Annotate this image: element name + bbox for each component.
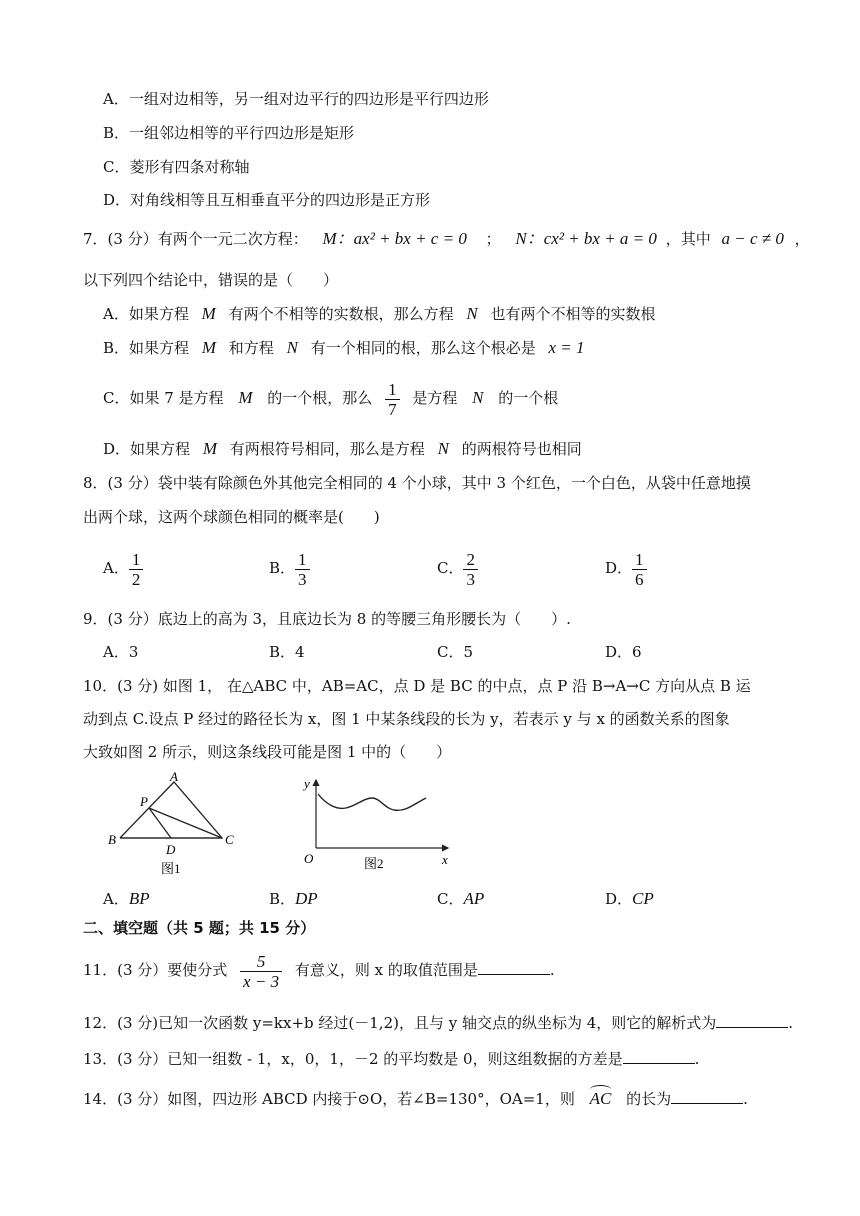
q14-end: . — [743, 1090, 748, 1108]
q13-answer-blank[interactable] — [623, 1049, 695, 1064]
q8-b-den: 3 — [295, 569, 310, 589]
q7-c-part2: 的一个根，那么 — [267, 389, 373, 407]
q8-b-fraction — [295, 550, 310, 589]
q14-stem — [83, 1089, 748, 1109]
q11-fraction — [240, 952, 282, 991]
q7-a-part1: A．如果方程 — [103, 305, 189, 323]
fig1-label-b: B — [108, 832, 116, 847]
q7-c-n: N — [472, 388, 484, 407]
q8-d-num: 1 — [635, 549, 644, 569]
q11-pre: 11．(3 分）要使分式 — [83, 961, 228, 979]
q9-option-a: A．3 — [103, 643, 139, 661]
q10-option-b — [269, 889, 318, 909]
q7-option-a — [103, 304, 656, 324]
q11-numerator: 5 — [256, 951, 266, 971]
section-heading-fill-in: 二、填空题（共 5 题；共 15 分） — [83, 919, 316, 937]
q7-b-part2: 和方程 — [228, 339, 274, 357]
q8-b-label: B． — [269, 559, 296, 577]
q7-d-n: N — [437, 439, 449, 458]
q7-stem — [83, 229, 810, 249]
q10-option-c — [437, 889, 484, 909]
q7-option-c — [103, 378, 558, 419]
q7-option-b — [103, 338, 585, 358]
q7-b-n: N — [286, 338, 298, 357]
q8-option-b — [269, 546, 310, 590]
q7-m-equation: ：ax² + bx + c = 0 — [336, 229, 467, 248]
q12-end: . — [788, 1014, 794, 1032]
q7-m-label: M — [322, 229, 337, 248]
q8-line1: 8．(3 分）袋中装有除颜色外其他完全相同的 4 个小球，其中 3 个红色，一个白色，从袋中任意地摸 — [83, 474, 751, 492]
fig2-label-o: O — [304, 851, 314, 866]
q7-c-fraction — [385, 380, 400, 419]
q11-answer-blank[interactable] — [478, 960, 550, 975]
q9-option-d: D．6 — [605, 643, 642, 661]
q12-stem — [83, 1013, 793, 1033]
q12-text: 12．(3 分)已知一次函数 y=kx+b 经过(－1,2)，且与 y 轴交点的纵坐标为 4，则它的解析式为 — [83, 1014, 717, 1032]
q10-line1: 10．(3 分) 如图 1， 在△ABC 中，AB=AC，点 D 是 BC 的中点，点 P 沿 B→A→C 方向从点 B 运 — [83, 677, 751, 695]
q7-a-m: M — [201, 304, 216, 323]
q8-c-fraction — [463, 550, 478, 589]
q7-b-root: x = 1 — [548, 338, 585, 357]
q11-denominator: x − 3 — [240, 971, 282, 991]
q10-line3: 大致如图 2 所示，则这条线段可能是图 1 中的（ ） — [83, 743, 452, 761]
fig1-label-a: A — [170, 770, 178, 784]
q7-prefix: 7．(3 分）有两个一元二次方程： — [83, 230, 308, 248]
q8-option-d — [605, 546, 647, 590]
q11-end: . — [549, 961, 555, 979]
q6-option-b: B．一组邻边相等的平行四边形是矩形 — [103, 124, 355, 142]
q7-end: ， — [794, 230, 810, 248]
fig1-label-d: D — [166, 842, 176, 857]
q10-c-value: AP — [463, 889, 485, 908]
q14-answer-blank[interactable] — [671, 1089, 743, 1104]
q7-a-n: N — [466, 304, 478, 323]
q8-d-den: 6 — [632, 569, 647, 589]
q7-b-m: M — [201, 338, 216, 357]
q8-c-label: C． — [437, 559, 464, 577]
q10-option-d — [605, 889, 654, 909]
q8-option-a — [103, 546, 143, 590]
q8-d-label: D． — [605, 559, 633, 577]
q11-post: 有意义，则 x 的取值范围是 — [294, 961, 478, 979]
q8-c-den: 3 — [463, 569, 478, 589]
q7-separator: ； — [485, 230, 501, 248]
q9-option-b: B．4 — [269, 643, 305, 661]
q8-a-fraction — [129, 550, 144, 589]
q7-n-label: N — [515, 229, 527, 248]
q10-line2: 动到点 C.设点 P 经过的路径长为 x，图 1 中某条线段的长为 y，若表示 y 与 x 的函数关系的图象 — [83, 710, 730, 728]
q10-d-value: CP — [632, 889, 654, 908]
q13-text: 13．(3 分）已知一组数 - 1，x，0，1，－2 的平均数是 0，则这组数据的方差是 — [83, 1050, 623, 1068]
q6-option-a: A．一组对边相等，另一组对边平行的四边形是平行四边形 — [103, 90, 489, 108]
figure-2-graph — [298, 772, 458, 872]
q7-b-part1: B．如果方程 — [103, 339, 190, 357]
q7-a-part2: 有两个不相等的实数根，那么方程 — [228, 305, 454, 323]
q12-answer-blank[interactable] — [716, 1013, 788, 1028]
q13-end: . — [694, 1050, 700, 1068]
q7-c-part4: 的一个根 — [498, 389, 559, 407]
fig1-label-p: P — [140, 794, 148, 809]
q7-condition: a − c ≠ 0 — [721, 229, 784, 248]
fig1-label-c: C — [225, 832, 234, 847]
q7-mid: ，其中 — [665, 230, 711, 248]
q7-c-part1: C．如果 7 是方程 — [103, 389, 224, 407]
q11-stem — [83, 948, 555, 992]
q7-b-part3: 有一个相同的根，那么这个根必是 — [310, 339, 536, 357]
q7-d-part2: 有两根符号相同，那么是方程 — [229, 440, 425, 458]
q7-line2: 以下列四个结论中，错误的是（ ） — [83, 271, 339, 289]
q8-option-c — [437, 546, 478, 590]
q8-a-den: 2 — [129, 569, 144, 589]
q8-a-num: 1 — [131, 549, 141, 569]
fig1-caption: 图1 — [161, 861, 181, 876]
fig2-label-x: x — [442, 852, 448, 867]
q9-option-c: C．5 — [437, 643, 474, 661]
q7-a-part3: 也有两个不相等的实数根 — [490, 305, 656, 323]
q9-stem: 9．(3 分）底边上的高为 3，且底边长为 8 的等腰三角形腰长为（ ）. — [83, 610, 571, 628]
q8-c-num: 2 — [466, 549, 475, 569]
q14-pre: 14．(3 分）如图，四边形 ABCD 内接于⊙O，若∠B=130°，OA=1，则 — [83, 1090, 575, 1108]
q8-b-num: 1 — [298, 549, 307, 569]
q6-option-d: D．对角线相等且互相垂直平分的四边形是正方形 — [103, 191, 431, 209]
q10-b-value: DP — [295, 889, 318, 908]
q7-c-m: M — [238, 388, 253, 407]
q10-c-label: C． — [437, 890, 464, 908]
q8-line2: 出两个球，这两个球颜色相同的概率是( ) — [83, 508, 380, 526]
q10-b-label: B． — [269, 890, 296, 908]
q14-arc-ac: AC — [589, 1089, 612, 1108]
q6-option-c: C．菱形有四条对称轴 — [103, 158, 250, 176]
q13-stem — [83, 1049, 699, 1069]
q10-d-label: D． — [605, 890, 633, 908]
fig2-caption: 图2 — [364, 856, 384, 871]
q10-a-value: BP — [128, 889, 150, 908]
q7-n-equation: ：cx² + bx + a = 0 — [526, 229, 657, 248]
fig2-curve — [318, 794, 426, 810]
q8-d-fraction — [632, 550, 647, 589]
q7-c-numerator: 1 — [388, 379, 397, 399]
fig2-label-y: y — [304, 776, 310, 791]
q14-post: 的长为 — [626, 1090, 672, 1108]
q10-option-a — [103, 889, 150, 909]
figure-1-triangle — [100, 770, 250, 880]
q10-a-label: A． — [103, 890, 129, 908]
q7-option-d — [103, 439, 582, 459]
q7-c-denominator: 7 — [385, 399, 400, 419]
q7-d-part1: D．如果方程 — [103, 440, 191, 458]
q7-d-m: M — [202, 439, 217, 458]
q7-c-part3: 是方程 — [412, 389, 458, 407]
q7-d-part3: 的两根符号也相同 — [461, 440, 582, 458]
q8-a-label: A． — [103, 559, 129, 577]
